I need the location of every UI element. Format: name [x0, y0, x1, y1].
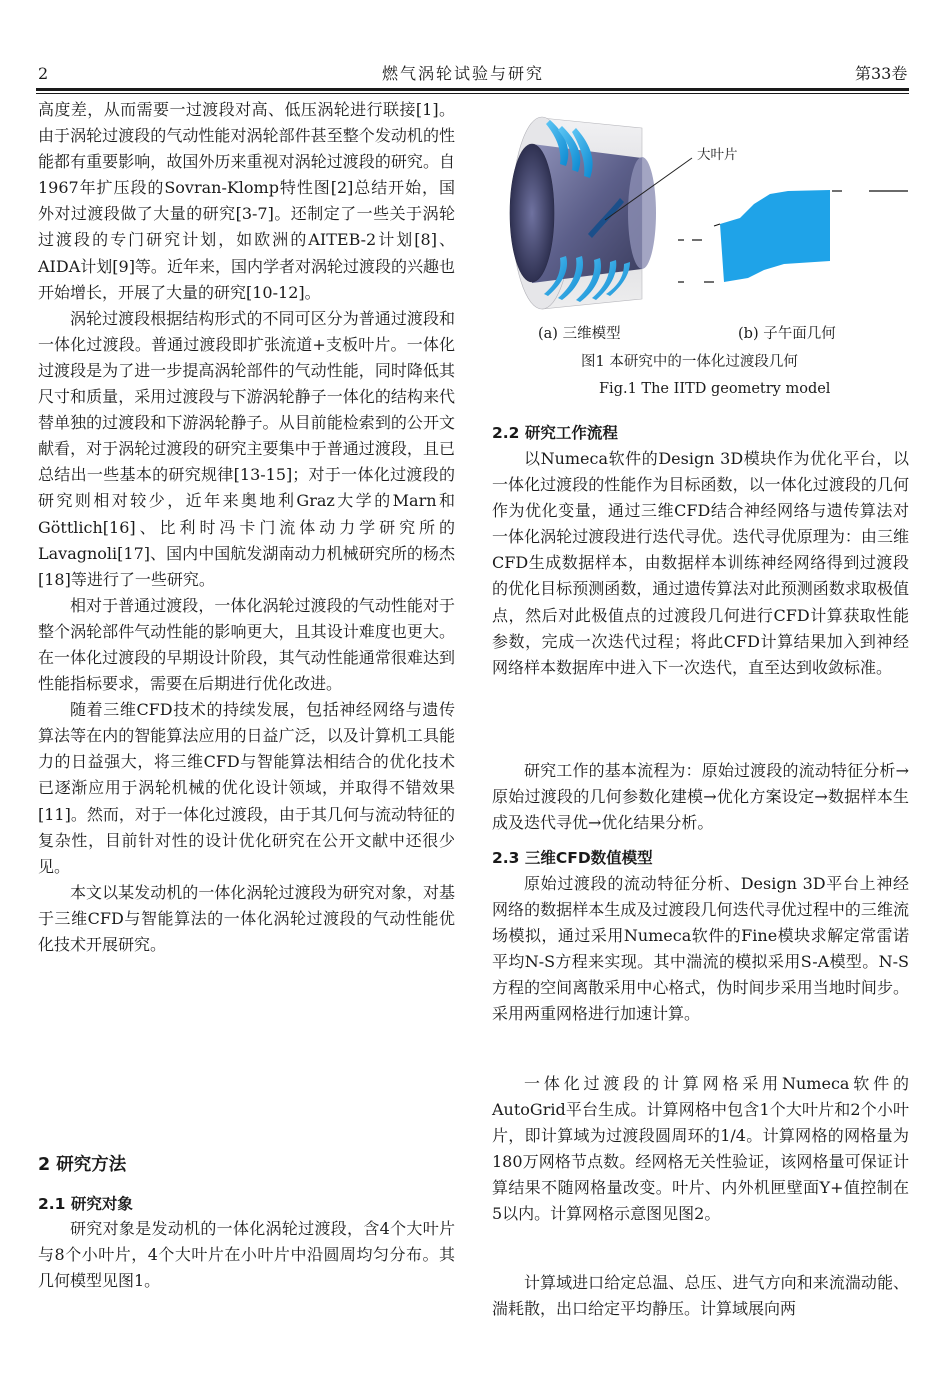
big-blade-label: 大叶片: [697, 147, 738, 163]
paragraph-research-object: 研究对象是发动机的一体化涡轮过渡段，含4个大叶片与8个小叶片，4个大叶片在小叶片中沿圆周均匀分布。其几何模型见图1。: [38, 1219, 455, 1291]
paragraph-mesh: 一体化过渡段的计算网格采用Numeca软件的AutoGrid平台生成。计算网格中包含1个大叶片和2个小叶片，即计算域为过渡段圆周环的1/4。计算网格的网格量为180万网格节点数。经网格无关性验证，该网格量可保证计算结果不随网格量改变。叶片、内外机匣壁面Y+值控制在5以内。计算网格示意图见图2。: [492, 1074, 909, 1224]
section-heading-2-1: 2.1 研究对象: [38, 1195, 133, 1213]
subcaption-b: (b) 子午面几何: [738, 326, 836, 342]
paragraph-intro-5: 本文以某发动机的一体化涡轮过渡段为研究对象，对基于三维CFD与智能算法的一体化涡轮过渡段的气动性能优化技术开展研究。: [38, 882, 455, 954]
header-rule: [36, 88, 909, 91]
paragraph-cfd-model: 原始过渡段的流动特征分析、Design 3D平台上神经网络的数据样本生成及过渡段几何迭代寻优过程中的三维流场模拟，通过采用Numeca软件的Fine模块求解定常雷诺平均N-S方程来实现。其中湍流的模拟采用S-A模型。N-S方程的空间离散采用中心格式，伪时间步采用当地时间步。采用两重网格进行加速计算。: [492, 874, 909, 1024]
figure-caption-cn: 图1 本研究中的一体化过渡段几何: [581, 354, 798, 370]
figure-1-graphic: [492, 106, 909, 321]
figure-1: [492, 106, 909, 416]
left-column: [38, 97, 455, 958]
hub-shape: [510, 144, 656, 283]
header-rule-thin: [36, 93, 909, 94]
paragraph-intro-4: 随着三维CFD技术的持续发展，包括神经网络与遗传算法等在内的智能算法应用的日益广泛，以及计算机工具能力的日益强大，将三维CFD与智能算法相结合的优化技术已逐渐应用于涡轮机械的优化设计领域，并取得不错效果[11]。然而，对于一体化过渡段，由于其几何与流动特征的复杂性，目前针对性的设计优化研究在公开文献中还很少见。: [38, 700, 455, 876]
figure-caption-en: Fig.1 The IITD geometry model: [599, 381, 831, 397]
section-heading-2: 2 研究方法: [38, 1155, 127, 1175]
paragraph-boundary: 计算域进口给定总温、总压、进气方向和来流湍动能、湍耗散，出口给定平均静压。计算域展向两: [492, 1273, 909, 1319]
volume-label: 第33卷: [855, 64, 908, 83]
subcaption-a: (a) 三维模型: [538, 326, 621, 342]
paragraph-intro-3: 相对于普通过渡段，一体化涡轮过渡段的气动性能对于整个涡轮部件气动性能的影响更大，且其设计难度也更大。在一体化过渡段的早期设计阶段，其气动性能通常很难达到性能指标要求，需要在后期进行优化改进。: [38, 595, 455, 694]
paragraph-workflow-2: 研究工作的基本流程为：原始过渡段的流动特征分析→原始过渡段的几何参数化建模→优化方案设定→数据样本生成及迭代寻优→优化结果分析。: [492, 761, 909, 833]
paragraph-intro-1: 高度差，从而需要一过渡段对高、低压涡轮进行联接[1]。由于涡轮过渡段的气动性能对涡轮部件甚至整个发动机的性能都有重要影响，故国外历来重视对涡轮过渡段的研究。自1967年扩压段的Sovran-Klomp特性图[2]总结开始，国外对过渡段做了大量的研究[3-7]。还制定了一些关于涡轮过渡段的专门研究计划，如欧洲的AITEB-2计划[8]、AIDA计划[9]等。近年来，国内学者对涡轮过渡段的兴趣也开始增长，开展了大量的研究[10-12]。: [38, 100, 455, 302]
paragraph-workflow-1: 以Numeca软件的Design 3D模块作为优化平台，以一体化过渡段的性能作为目标函数，以一体化过渡段的几何作为优化变量，通过三维CFD结合神经网络与遗传算法对一体化涡轮过渡段进行迭代寻优。迭代寻优原理为：由三维CFD生成数据样本，由数据样本训练神经网络得到过渡段的优化目标预测函数，通过遗传算法对此预测函数求取极值点，然后对此极值点的过渡段几何进行CFD计算获取性能参数，完成一次迭代过程；将此CFD计算结果加入到神经网络样本数据库中进入下一次迭代，直至达到收敛标准。: [492, 449, 909, 677]
meridional-plot: [678, 190, 908, 282]
section-heading-2-2: 2.2 研究工作流程: [492, 424, 618, 442]
page-number: 2: [38, 64, 49, 83]
paragraph-intro-2: 涡轮过渡段根据结构形式的不同可区分为普通过渡段和一体化过渡段。普通过渡段即扩张流道+支板叶片。一体化过渡段是为了进一步提高涡轮部件的气动性能，同时降低其尺寸和质量，采用过渡段与下游涡轮静子一体化的结构来代替单独的过渡段和下游涡轮静子。从目前能检索到的公开文献看，对于涡轮过渡段的研究主要集中于普通过渡段，且已总结出一些基本的研究规律[13-15]；对于一体化过渡段的研究则相对较少，近年来奥地利Graz大学的Marn和Göttlich[16]、比利时冯卡门流体动力学研究所的Lavagnoli[17]、国内中国航发湖南动力机械研究所的杨杰[18]等进行了一些研究。: [38, 308, 455, 589]
journal-title: 燃气涡轮试验与研究: [382, 64, 545, 83]
section-heading-2-3: 2.3 三维CFD数值模型: [492, 849, 653, 867]
